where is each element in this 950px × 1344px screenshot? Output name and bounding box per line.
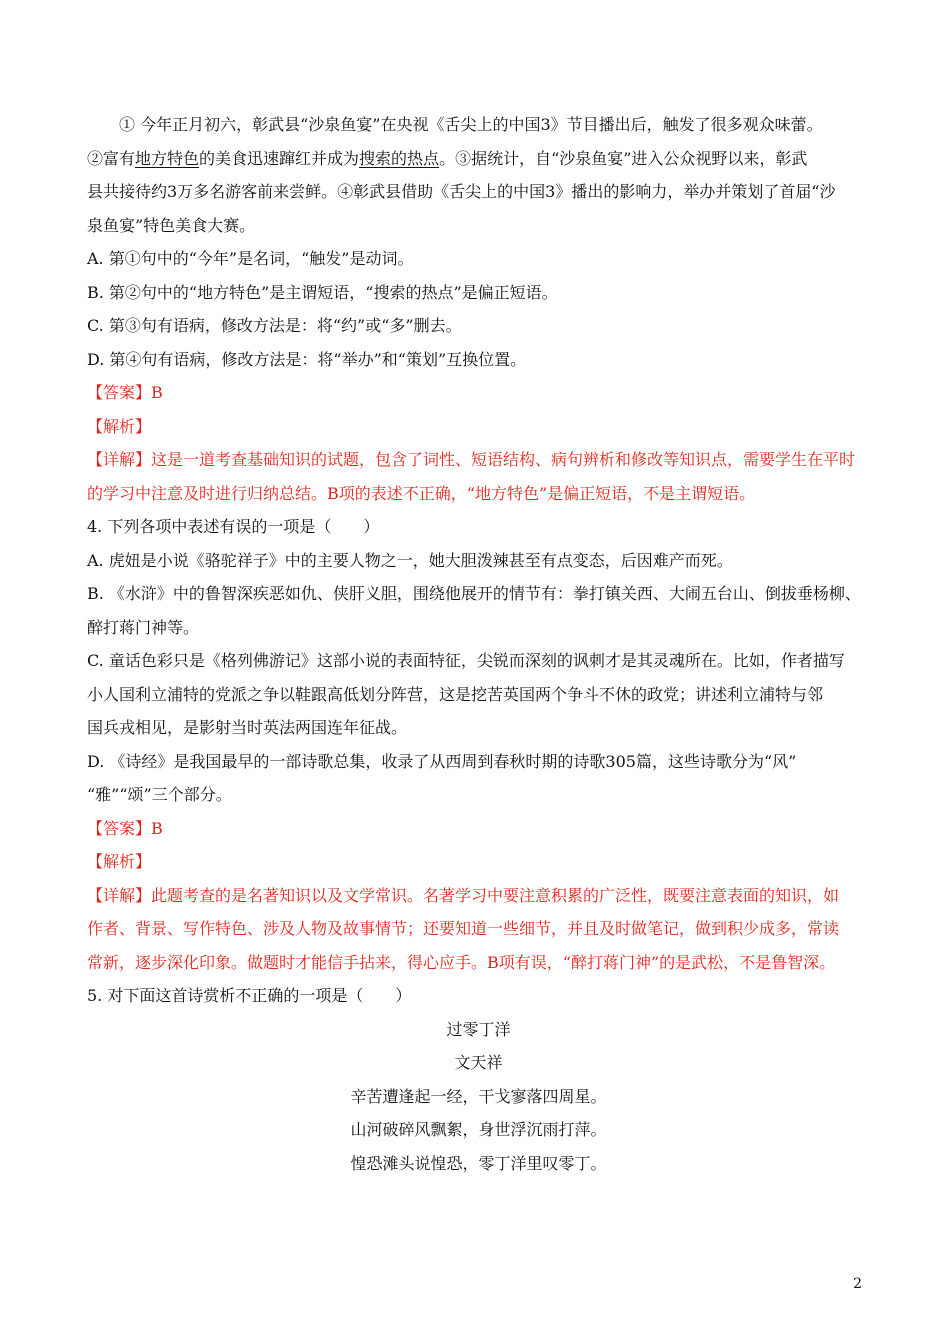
q3-option-a: A. 第①句中的“今年”是名词，“触发”是动词。 — [87, 249, 414, 268]
q3-stem-line-4: 泉鱼宴”特色美食大赛。 — [87, 215, 256, 235]
q3-option-c: C. 第③句有语病，修改方法是：将“约”或“多”删去。 — [87, 316, 462, 335]
q4-option-a: A. 虎妞是小说《骆驼祥子》中的主要人物之一，她大胆泼辣甚至有点变态，后因难产而死。 — [87, 550, 733, 570]
q4-analysis-label: 【解析】 — [87, 852, 152, 871]
q4-option-b-line-1: B. 《水浒》中的鲁智深疾恶如仇、侠肝义胆，围绕他展开的情节有：拳打镇关西、大闹五台山、倒拔垂杨柳、 — [87, 584, 861, 603]
q4-detail-line-2: 作者、背景、写作特色、涉及人物及故事情节；还要知道一些细节，并且及时做笔记，做到积少成多，常读 — [87, 919, 840, 938]
poem-line-2: 山河破碎风飘絮，身世浮沉雨打萍。 — [350, 1120, 607, 1139]
underlined-phrase: 地方特色 — [135, 148, 200, 168]
q3-option-b: B. 第②句中的“地方特色”是主谓短语，“搜索的热点”是偏正短语。 — [87, 282, 558, 302]
q4-stem: 4. 下列各项中表述有误的一项是（ ） — [87, 517, 380, 536]
q3-analysis-label: 【解析】 — [87, 416, 152, 436]
q3-detail-line-2: 的学习中注意及时进行归纳总结。B项的表述不正确，“地方特色”是偏正短语，不是主谓短语。 — [87, 483, 756, 503]
q3-answer: 【答案】B — [87, 383, 163, 402]
q4-detail-line-1: 【详解】此题考查的是名著知识以及文学常识。名著学习中要注意积累的广泛性，既要注意表面的知识，如 — [87, 885, 840, 905]
poem-line-3: 惶恐滩头说惶恐，零丁洋里叹零丁。 — [350, 1153, 607, 1173]
q4-answer: 【答案】B — [87, 818, 163, 838]
page-number: 2 — [853, 1276, 862, 1292]
q3-stem-text: 的美食迅速蹿红并成为 — [199, 148, 360, 168]
q5-stem: 5. 对下面这首诗赏析不正确的一项是（ ） — [87, 986, 412, 1005]
q3-stem-line-1: ① 今年正月初六，彰武县“沙泉鱼宴”在央视《舌尖上的中国3》节目播出后，触发了很多观众味蕾。 — [119, 115, 823, 134]
poem-title: 过零丁洋 — [446, 1019, 511, 1039]
q4-option-c-line-3: 国兵戎相见，是影射当时英法两国连年征战。 — [87, 718, 408, 737]
q4-detail-line-3: 常新，逐步深化印象。做题时才能信手拈来，得心应手。B项有误，“醉打蒋门神”的是武松，不是鲁智深。 — [87, 952, 836, 972]
poem-author: 文天祥 — [454, 1053, 503, 1072]
q4-option-c-line-1: C. 童话色彩只是《格列佛游记》这部小说的表面特征，尖锐而深刻的讽刺才是其灵魂所在。比如，作者描写 — [87, 651, 845, 670]
q4-option-b-line-2: 醉打蒋门神等。 — [87, 617, 200, 637]
poem-line-1: 辛苦遭逢起一经，干戈寥落四周星。 — [350, 1086, 607, 1106]
q4-option-d-line-1: D. 《诗经》是我国最早的一部诗歌总集，收录了从西周到春秋时期的诗歌305篇，这些诗歌分为“风” — [87, 751, 797, 771]
q3-stem-text: ②富有 — [87, 148, 136, 168]
q4-option-d-line-2: “雅”“颂”三个部分。 — [87, 785, 232, 804]
q3-detail-line-1: 【详解】这是一道考查基础知识的试题，包含了词性、短语结构、病句辨析和修改等知识点，需要学生在平时 — [87, 450, 856, 469]
underlined-phrase: 搜索的热点 — [359, 148, 440, 168]
q4-option-c-line-2: 小人国利立浦特的党派之争以鞋跟高低划分阵营，这是挖苦英国两个争斗不休的政党；讲述利立浦特与邻 — [87, 684, 824, 704]
q3-stem-line-2 — [87, 142, 870, 176]
q3-stem-line-3: 县共接待约3万多名游客前来尝鲜。④彰武县借助《舌尖上的中国3》播出的影响力，举办并策划了首届“沙 — [87, 182, 836, 201]
q3-stem-text: 。③据统计，自“沙泉鱼宴”进入公众视野以来，彰武 — [439, 148, 808, 168]
q3-option-d: D. 第④句有语病，修改方法是：将“举办”和“策划”互换位置。 — [87, 349, 527, 369]
